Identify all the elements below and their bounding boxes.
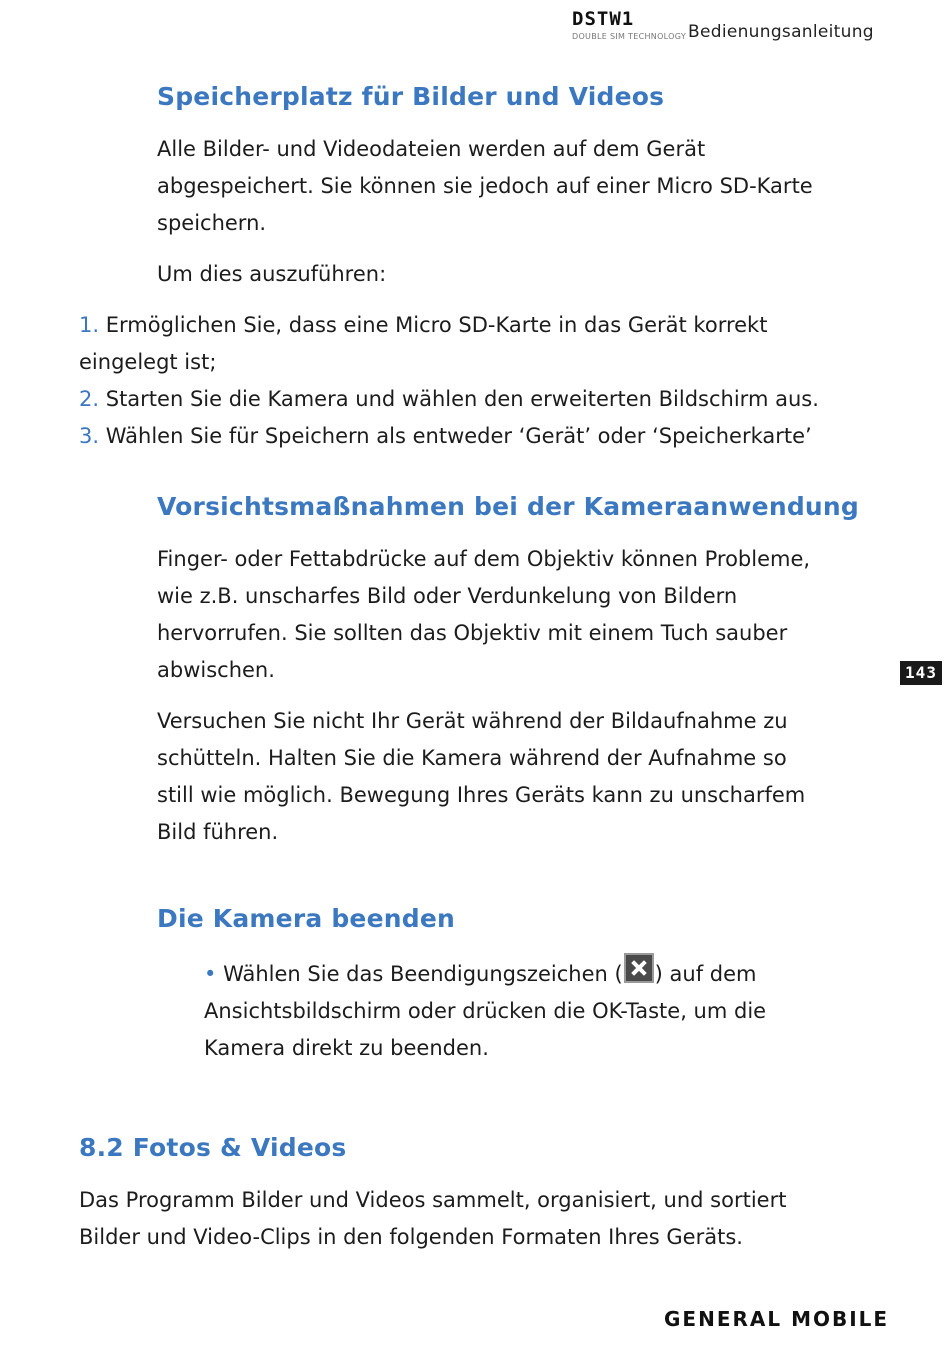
text-segment: ) auf dem [654, 962, 757, 986]
text-line: schütteln. Halten Sie die Kamera während der Aufnahme so [157, 746, 787, 770]
text-line: Bild führen. [157, 820, 279, 844]
section-heading-photos-videos: 8.2 Fotos & Videos [79, 1133, 347, 1162]
brand-logo: DSTW1 [572, 8, 635, 30]
document-title: Bedienungsanleitung [688, 22, 874, 42]
exit-camera-instruction [204, 953, 766, 1067]
text-line: abwischen. [157, 658, 275, 682]
text-line: hervorrufen. Sie sollten das Objektiv mit einem Tuch sauber [157, 621, 788, 645]
step-text: Starten Sie die Kamera und wählen den erweiterten Bildschirm aus. [105, 387, 819, 411]
text-line: Bilder und Video-Clips in den folgenden Formaten Ihres Geräts. [79, 1225, 743, 1249]
text-segment: Wählen Sie das Beendigungszeichen ( [223, 962, 623, 986]
brand-logo-subtitle: DOUBLE SIM TECHNOLOGY [572, 32, 687, 41]
section-heading-precautions: Vorsichtsmaßnahmen bei der Kameraanwendung [157, 492, 860, 521]
text-line: Versuchen Sie nicht Ihr Gerät während der Bildaufnahme zu [157, 709, 788, 733]
text-line: Ansichtsbildschirm oder drücken die OK-Taste, um die [204, 999, 767, 1023]
text-line: Alle Bilder- und Videodateien werden auf dem Gerät [157, 137, 706, 161]
precautions-paragraph-1 [157, 541, 810, 689]
step-number: 1. [79, 313, 100, 337]
step-text: Ermöglichen Sie, dass eine Micro SD-Karte in das Gerät korrekt [105, 313, 768, 337]
text-line: Das Programm Bilder und Videos sammelt, organisiert, und sortiert [79, 1188, 787, 1212]
photos-videos-paragraph [79, 1182, 786, 1256]
step-number: 3. [79, 424, 100, 448]
text-line: wie z.B. unscharfes Bild oder Verdunkelung von Bildern [157, 584, 738, 608]
close-x-icon [624, 953, 654, 983]
steps-list [79, 307, 819, 455]
section-heading-storage: Speicherplatz für Bilder und Videos [157, 82, 665, 111]
text-line: speichern. [157, 211, 267, 235]
precautions-paragraph-2 [157, 703, 805, 851]
step-number: 2. [79, 387, 100, 411]
step-text: Wählen Sie für Speichern als entweder ‘Gerät’ oder ‘Speicherkarte’ [105, 424, 812, 448]
text-line: abgespeichert. Sie können sie jedoch auf einer Micro SD-Karte [157, 174, 813, 198]
bullet: • [204, 962, 217, 986]
text-line: still wie möglich. Bewegung Ihres Geräts kann zu unscharfem [157, 783, 806, 807]
section-heading-exit-camera: Die Kamera beenden [157, 904, 455, 933]
footer-brand: GENERAL MOBILE [664, 1307, 890, 1331]
page-number: 143 [900, 661, 942, 685]
instruction-intro: Um dies auszuführen: [157, 262, 387, 286]
step-text: eingelegt ist; [79, 350, 217, 374]
storage-paragraph [157, 131, 813, 242]
text-line: Finger- oder Fettabdrücke auf dem Objektiv können Probleme, [157, 547, 811, 571]
text-line: Kamera direkt zu beenden. [204, 1036, 489, 1060]
